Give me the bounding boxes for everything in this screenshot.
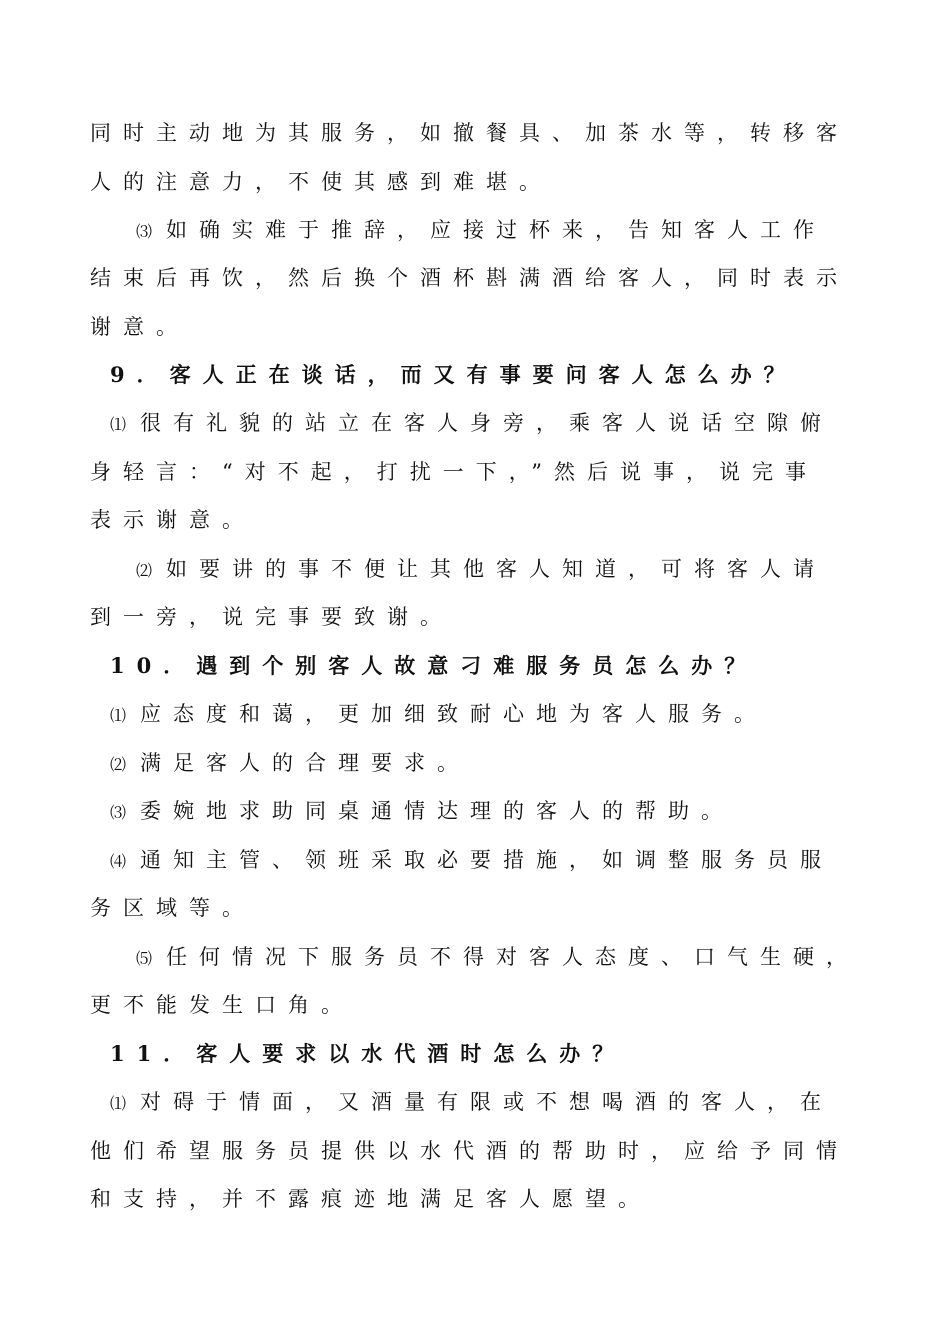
item-number: ⑷	[110, 852, 127, 871]
paragraph-line: 结束后再饮，然后换个酒杯斟满酒给客人，同时表示	[90, 266, 849, 290]
question-heading: 10．遇到个别客人故意刁难服务员怎么办？	[110, 653, 758, 678]
list-item	[110, 700, 767, 730]
paragraph-line: 务区域等。	[90, 896, 255, 920]
list-item	[136, 216, 826, 246]
item-number: ⑶	[136, 222, 153, 241]
paragraph-line: 谢意。	[90, 315, 189, 339]
item-text: 应态度和蔼，更加细致耐心地为客人服务。	[140, 702, 768, 726]
item-number: ⑵	[110, 755, 127, 774]
item-text: 委婉地求助同桌通情达理的客人的帮助。	[140, 799, 735, 823]
item-text: 如确实难于推辞，应接过杯来，告知客人工作	[166, 218, 827, 242]
paragraph-line: 人的注意力，不使其感到难堪。	[90, 170, 552, 194]
list-item	[110, 409, 833, 439]
list-item	[110, 749, 470, 779]
item-number: ⑴	[110, 706, 127, 725]
paragraph-line: 他们希望服务员提供以水代酒的帮助时，应给予同情	[90, 1139, 849, 1163]
item-text: 如要讲的事不便让其他客人知道，可将客人请	[166, 557, 827, 581]
item-text: 通知主管、领班采取必要措施，如调整服务员服	[140, 848, 834, 872]
paragraph-line: 身轻言：“对不起，打扰一下，”然后说事，说完事	[90, 460, 818, 484]
item-text: 满足客人的合理要求。	[140, 751, 471, 775]
paragraph-line: 和支持，并不露痕迹地满足客人愿望。	[90, 1187, 651, 1211]
item-number: ⑶	[110, 803, 127, 822]
paragraph-line: 表示谢意。	[90, 508, 255, 532]
paragraph-line: 到一旁，说完事要致谢。	[90, 605, 453, 629]
item-number: ⑸	[136, 949, 153, 968]
item-number: ⑴	[110, 1094, 127, 1113]
paragraph-line: 同时主动地为其服务，如撤餐具、加茶水等，转移客	[90, 121, 849, 145]
question-heading: 9．客人正在谈话，而又有事要问客人怎么办？	[110, 362, 797, 387]
question-heading: 11．客人要求以水代酒时怎么办？	[110, 1041, 626, 1066]
item-text: 任何情况下服务员不得对客人态度、口气生硬，	[166, 945, 860, 969]
list-item	[136, 555, 826, 585]
list-item	[110, 846, 833, 876]
item-text: 对碍于情面，又酒量有限或不想喝酒的客人，在	[140, 1090, 834, 1114]
paragraph-line: 更不能发生口角。	[90, 993, 354, 1017]
list-item	[136, 943, 859, 973]
item-number: ⑵	[136, 561, 153, 580]
item-number: ⑴	[110, 415, 127, 434]
list-item	[110, 1088, 833, 1118]
item-text: 很有礼貌的站立在客人身旁，乘客人说话空隙俯	[140, 411, 834, 435]
list-item	[110, 797, 734, 827]
